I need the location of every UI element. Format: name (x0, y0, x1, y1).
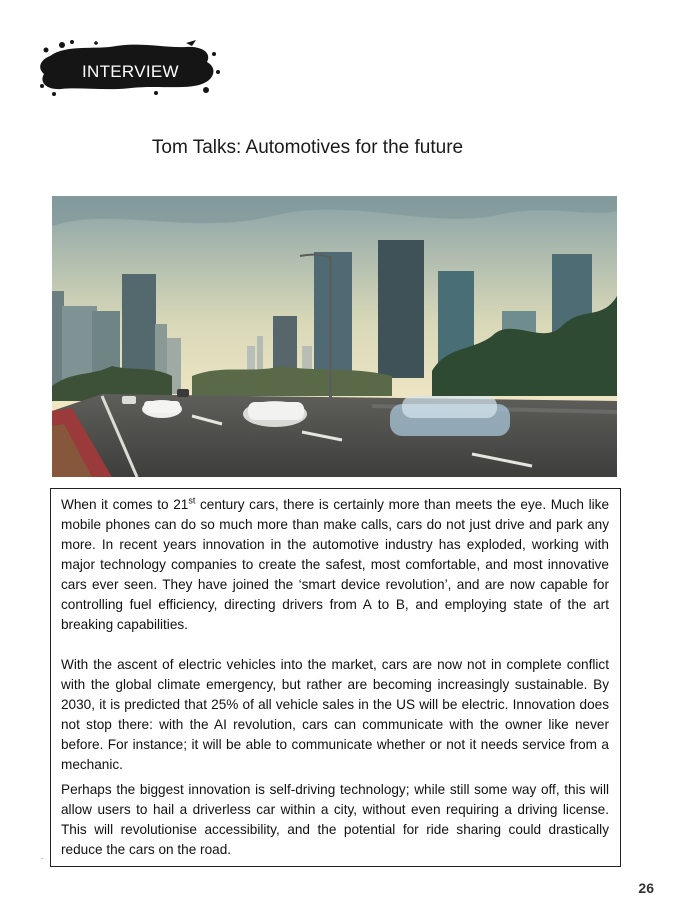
page-number: 26 (638, 880, 654, 896)
paragraph-1 (61, 495, 609, 635)
paragraph-1-rest: century cars, there is certainly more than meets the eye. Much like mobile phones can do so much more than make calls, cars do not just drive and park any more. In recent years innovation in the automotive industry has exploded, working with major technology companies to create the safest, most comfortable, and most innovative cars ever seen. They have joined the ‘smart device revolution’, and are now capable for controlling fuel efficiency, directing drivers from A to B, and employing state of the art breaking capabilities. (61, 497, 610, 632)
paragraph-3: Perhaps the biggest innovation is self-driving technology; while still some way off, this will allow users to hail a driverless car within a city, without even requiring a driving license. This will revolutionise accessibility, and the potential for ride sharing could drastically reduce the cars on the road. (61, 782, 609, 857)
article-title: Tom Talks: Automotives for the future (151, 137, 464, 158)
paragraph-1-start: When it comes to 21 (61, 497, 189, 512)
paragraph-2: With the ascent of electric vehicles into the market, cars are now not in complete conflict with the global climate emergency, but rather are becoming increasingly sustainable. By 2030, it is predicted that 25% of all vehicle sales in the US will be electric. Innovation does not stop there: with the AI revolution, cars can communicate with the owner like never before. For instance; it will be able to communicate whether or not it needs service from a mechanic. (61, 657, 609, 772)
footer-marker: . (41, 852, 44, 861)
city-road-photo (52, 196, 617, 477)
article-title-wrap (0, 137, 691, 159)
badge-label: INTERVIEW (82, 62, 179, 81)
ordinal-suffix: st (188, 495, 196, 506)
article-body (50, 488, 621, 867)
interview-badge (36, 38, 221, 98)
